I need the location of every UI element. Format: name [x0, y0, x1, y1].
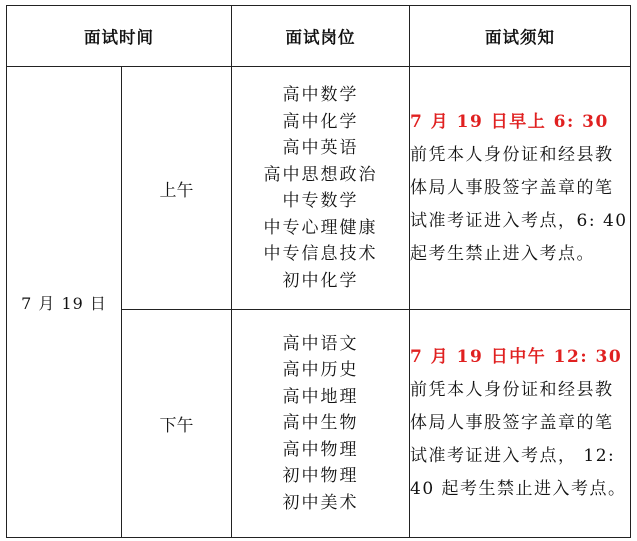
- notice-morning: [410, 67, 631, 310]
- position-item: 高中地理: [282, 386, 359, 407]
- period-morning: 上午: [122, 67, 232, 310]
- header-interview-notice: 面试须知: [410, 6, 631, 67]
- position-item: 中专数学: [282, 191, 359, 211]
- position-item: 中专心理健康: [263, 217, 378, 238]
- position-item: 高中语文: [282, 333, 359, 354]
- notice-time-highlight: 7 月 19 日中午 12: 30: [410, 347, 623, 367]
- position-item: 高中生物: [282, 413, 359, 434]
- position-item: 高中英语: [282, 138, 359, 158]
- position-item: 初中化学: [282, 270, 359, 291]
- position-item: 高中思想政治: [263, 164, 378, 185]
- header-interview-position: 面试岗位: [232, 6, 410, 67]
- session-row-morning: [7, 67, 631, 310]
- notice-text: 前凭本人身份证和经县教体局人事股签字盖章的笔试准考证进入考点， 12: 40 起考生禁止进入考点。: [410, 380, 627, 499]
- position-item: 高中物理: [282, 439, 359, 460]
- position-item: 初中物理: [282, 466, 359, 487]
- notice-afternoon: [410, 310, 631, 538]
- position-item: 中专信息技术: [263, 244, 378, 264]
- position-item: 高中化学: [282, 111, 359, 132]
- period-afternoon: 下午: [122, 310, 232, 538]
- position-item: 高中历史: [282, 360, 359, 381]
- interview-schedule-table: [6, 5, 631, 538]
- interview-date: 7 月 19 日: [7, 67, 122, 538]
- position-item: 高中数学: [282, 85, 359, 105]
- notice-text: 前凭本人身份证和经县教体局人事股签字盖章的笔试准考证进入考点，6: 40 起考生禁止进入考点。: [410, 144, 628, 264]
- header-row: [7, 6, 631, 67]
- positions-morning: [232, 67, 410, 310]
- positions-afternoon: [232, 310, 410, 538]
- position-item: 初中美术: [282, 492, 359, 513]
- notice-time-highlight: 7 月 19 日早上 6: 30: [410, 111, 609, 132]
- header-interview-time: 面试时间: [7, 6, 232, 67]
